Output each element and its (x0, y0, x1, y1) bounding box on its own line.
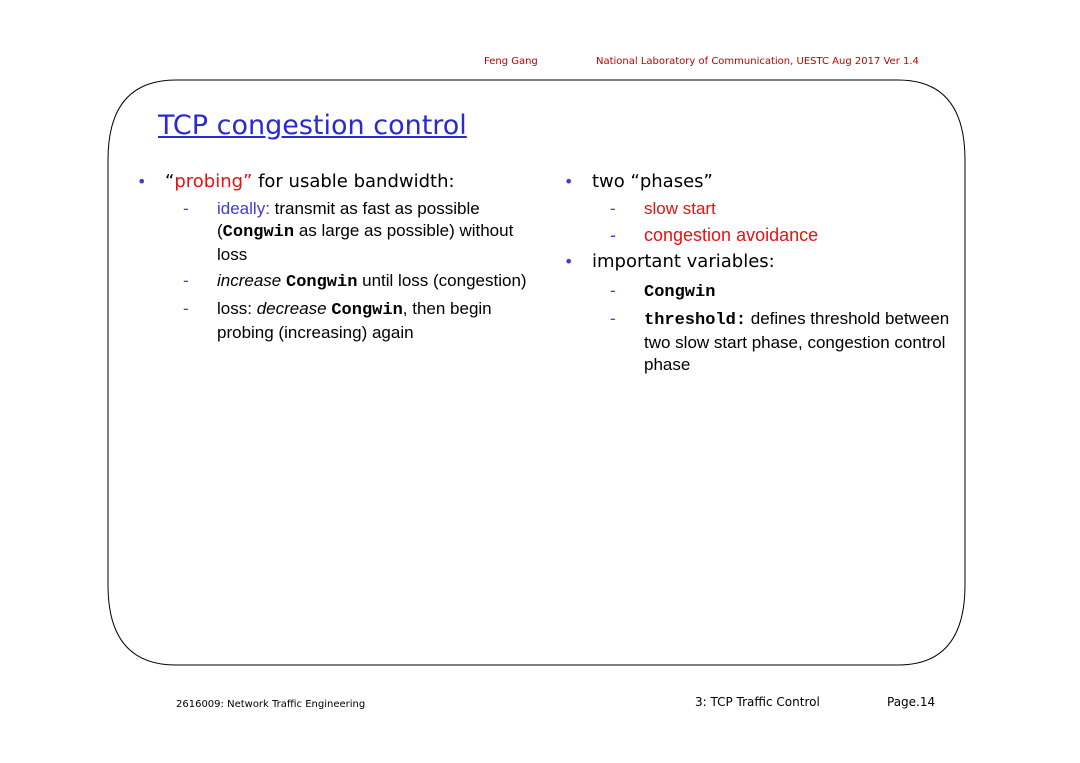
sub-ideally-text2: as large as possible) without loss (217, 221, 514, 264)
footer-page: Page.14 (887, 695, 936, 709)
bullet-variables (564, 250, 964, 274)
sub-ideally (137, 198, 537, 266)
bullet-probing-highlight: probing” (174, 171, 253, 192)
sub-increase-text: until loss (congestion) (357, 271, 527, 290)
sub-congestion-avoidance (564, 224, 964, 246)
bullet-phases-text: two “phases” (592, 171, 713, 192)
sub-threshold-code: threshold: (644, 311, 747, 330)
sub-loss (137, 298, 537, 344)
sub-increase-code: Congwin (286, 273, 358, 292)
sub-congestion-avoidance-text: congestion avoidance (644, 225, 819, 245)
sub-slow-start (564, 198, 964, 220)
sub-ideally-lead: ideally: (217, 199, 270, 218)
sub-congwin (564, 280, 964, 304)
footer-course: 2616009: Network Traffic Engineering (176, 699, 366, 710)
bullet-icon: • (564, 252, 574, 271)
dash-icon: - (183, 199, 189, 218)
sub-loss-code: Congwin (331, 301, 403, 320)
right-column (564, 170, 964, 376)
dash-icon: - (610, 309, 616, 328)
sub-increase (137, 270, 537, 294)
dash-icon: - (183, 271, 189, 290)
sub-loss-text1: loss: (217, 299, 257, 318)
bullet-icon: • (564, 172, 574, 191)
bullet-probing (137, 170, 537, 194)
sub-ideally-text1: transmit as fast as possible ( (217, 199, 480, 240)
sub-congwin-code: Congwin (644, 283, 716, 302)
sub-ideally-code: Congwin (222, 223, 295, 242)
sub-loss-em: decrease (256, 299, 327, 318)
header-lab: National Laboratory of Communication, UESTC Aug 2017 Ver 1.4 (596, 56, 919, 67)
sub-increase-em: increase (217, 271, 282, 290)
dash-icon: - (610, 225, 616, 245)
bullet-icon: • (137, 172, 147, 191)
dash-icon: - (610, 199, 616, 218)
slide-title: TCP congestion control (158, 110, 467, 141)
header-author: Feng Gang (484, 56, 538, 67)
left-column (137, 170, 537, 344)
bullet-probing-quote: “ (165, 171, 175, 192)
bullet-variables-text: important variables: (592, 251, 775, 272)
sub-loss-text2: , then begin probing (increasing) again (217, 299, 492, 342)
bullet-phases (564, 170, 964, 194)
footer-chapter: 3: TCP Traffic Control (695, 695, 820, 709)
sub-threshold-text: defines threshold between two slow start phase, congestion control phase (644, 309, 950, 374)
dash-icon: - (183, 299, 189, 318)
sub-slow-start-text: slow start (644, 199, 716, 218)
sub-threshold (564, 308, 964, 376)
bullet-probing-text: for usable bandwidth: (252, 171, 455, 192)
dash-icon: - (610, 281, 616, 300)
